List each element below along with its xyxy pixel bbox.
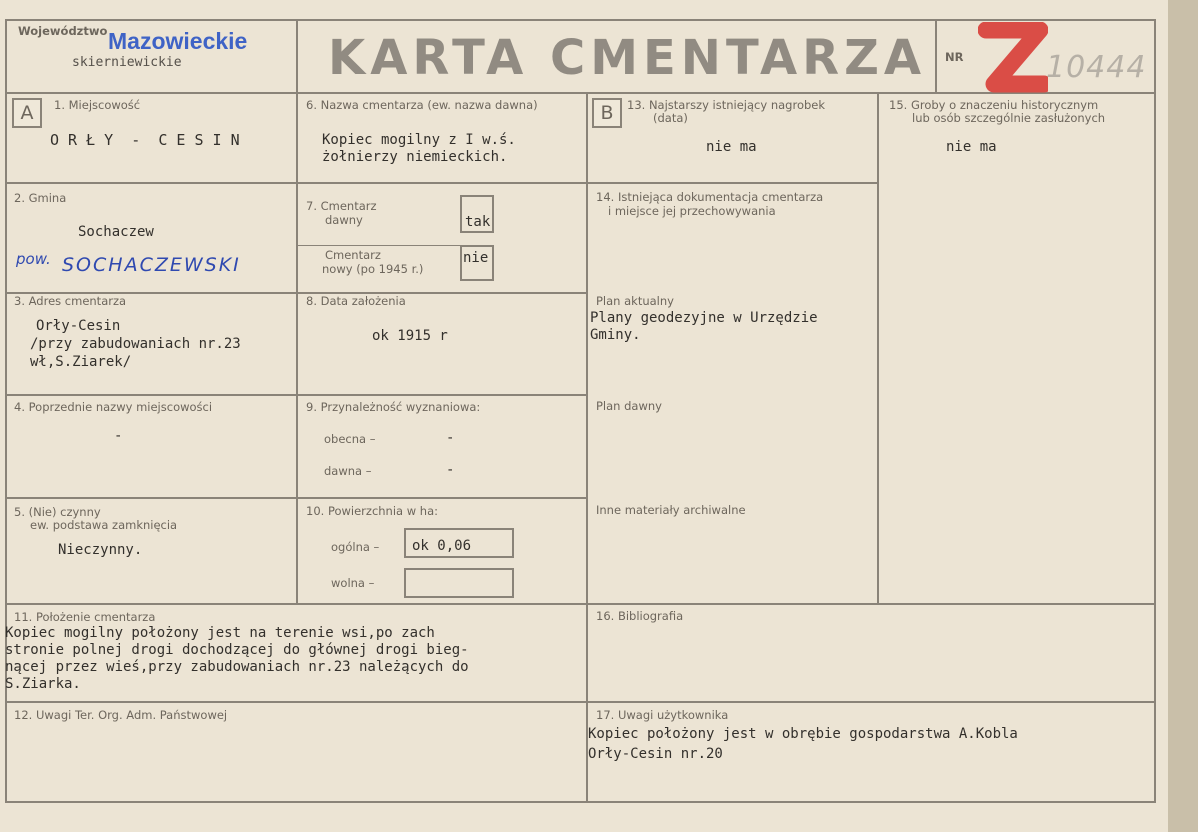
field-6-label: 6. Nazwa cmentarza (ew. nazwa dawna)	[306, 98, 538, 112]
field-14-plan-aktualny-line1: Plany geodezyjne w Urzędzie	[590, 310, 818, 326]
field-2-value: Sochaczew	[78, 224, 154, 240]
field-9-label: 9. Przynależność wyznaniowa:	[306, 400, 481, 414]
field-9-obecna-value: -	[446, 430, 455, 446]
nr-label: NR	[945, 50, 964, 64]
field-7-label-b: Cmentarz	[325, 248, 381, 262]
field-7-label-b-sub: nowy (po 1945 r.)	[322, 262, 424, 276]
field-11-label: 11. Położenie cmentarza	[14, 610, 156, 624]
field-9-dawna-label: dawna –	[324, 464, 372, 478]
rule-13-14	[587, 182, 877, 184]
field-14-plan-aktualny-label: Plan aktualny	[596, 294, 674, 308]
field-8-label: 8. Data założenia	[306, 294, 406, 308]
frame-bottom	[5, 801, 1156, 803]
field-17-line1: Kopiec położony jest w obrębie gospodarstwa A.Kobla	[588, 726, 1018, 742]
field-10-wolna-label: wolna –	[331, 576, 375, 590]
rule-row5	[5, 603, 1156, 605]
rule-col2	[586, 92, 588, 803]
wojewodztwo-old: skierniewickie	[72, 55, 182, 70]
field-7-value-nowy: nie	[463, 250, 489, 266]
frame-top	[5, 19, 1156, 21]
field-14-plan-aktualny-line2: Gminy.	[590, 327, 641, 343]
field-3-line2: /przy zabudowaniach nr.23	[30, 336, 241, 352]
field-5-label: 5. (Nie) czynny	[14, 505, 101, 519]
field-10-ogolna-label: ogólna –	[331, 540, 380, 554]
nr-letter-mark	[978, 22, 1048, 94]
field-3-line1: Orły-Cesin	[36, 318, 121, 334]
field-4-value: -	[114, 428, 123, 444]
field-7-label-a-sub: dawny	[325, 213, 363, 227]
field-10-label: 10. Powierzchnia w ha:	[306, 504, 439, 518]
rule-col3	[877, 92, 879, 603]
field-14-inne-label: Inne materiały archiwalne	[596, 503, 746, 517]
field-11-line3: nącej przez wieś,przy zabudowaniach nr.23 należących do	[5, 659, 469, 675]
field-10-ogolna-value: ok 0,06	[412, 538, 472, 554]
field-3-line3: wł,S.Ziarek/	[30, 354, 132, 370]
field-4-label: 4. Poprzednie nazwy miejscowości	[14, 400, 213, 414]
field-3-label: 3. Adres cmentarza	[14, 294, 127, 308]
frame-right	[1154, 19, 1156, 803]
section-b-letter: B	[592, 98, 622, 128]
field-8-value: ok 1915 r	[372, 328, 448, 344]
field-5-value: Nieczynny.	[58, 542, 143, 558]
field-10-wolna-box	[404, 568, 514, 598]
field-13-sublabel: (data)	[653, 111, 688, 125]
rule-nr	[935, 19, 937, 93]
field-1-label: 1. Miejscowość	[54, 98, 141, 112]
nr-number: 10444	[1046, 50, 1147, 85]
field-9-obecna-label: obecna –	[324, 432, 376, 446]
field-2-label: 2. Gmina	[14, 191, 67, 205]
field-12-label: 12. Uwagi Ter. Org. Adm. Państwowej	[14, 708, 228, 722]
field-17-line2: Orły-Cesin nr.20	[588, 746, 723, 762]
field-6-line2: żołnierzy niemieckich.	[322, 149, 508, 165]
rule-col1	[296, 19, 298, 604]
wojewodztwo-label: Województwo	[18, 24, 108, 38]
wojewodztwo-stamp: Mazowieckie	[108, 28, 248, 54]
field-6-line1: Kopiec mogilny z I w.ś.	[322, 132, 516, 148]
field-14-sublabel: i miejsce jej przechowywania	[608, 204, 776, 218]
field-16-label: 16. Bibliografia	[596, 609, 684, 623]
field-11-line1: Kopiec mogilny położony jest na terenie wsi,po zach	[5, 625, 435, 641]
rule-f7-split	[297, 245, 467, 246]
field-14-plan-dawny-label: Plan dawny	[596, 399, 662, 413]
field-7-value-dawny: tak	[465, 214, 491, 230]
field-11-line4: S.Ziarka.	[5, 676, 81, 692]
field-15-label: 15. Groby o znaczeniu historycznym	[889, 98, 1099, 112]
field-11-line2: stronie polnej drogi dochodzącej do głównej drogi bieg-	[5, 642, 469, 658]
card-title: KARTA CMENTARZA	[328, 30, 927, 86]
field-2-pow-prefix: pow.	[16, 250, 51, 268]
section-a-letter: A	[12, 98, 42, 128]
field-15-sublabel: lub osób szczególnie zasłużonych	[912, 111, 1106, 125]
field-15-value: nie ma	[946, 139, 997, 155]
rule-row6	[5, 701, 1156, 703]
field-14-label: 14. Istniejąca dokumentacja cmentarza	[596, 190, 824, 204]
field-13-label: 13. Najstarszy istniejący nagrobek	[627, 98, 826, 112]
field-1-value: O R Ł Y - C E S I N	[50, 131, 240, 149]
field-5-sublabel: ew. podstawa zamknięcia	[30, 518, 178, 532]
field-9-dawna-value: -	[446, 462, 455, 478]
field-7-label-a: 7. Cmentarz	[306, 199, 377, 213]
field-13-value: nie ma	[706, 139, 757, 155]
card-edge-shadow	[1168, 0, 1198, 832]
field-2-pow-value: SOCHACZEWSKI	[62, 254, 241, 276]
field-17-label: 17. Uwagi użytkownika	[596, 708, 729, 722]
